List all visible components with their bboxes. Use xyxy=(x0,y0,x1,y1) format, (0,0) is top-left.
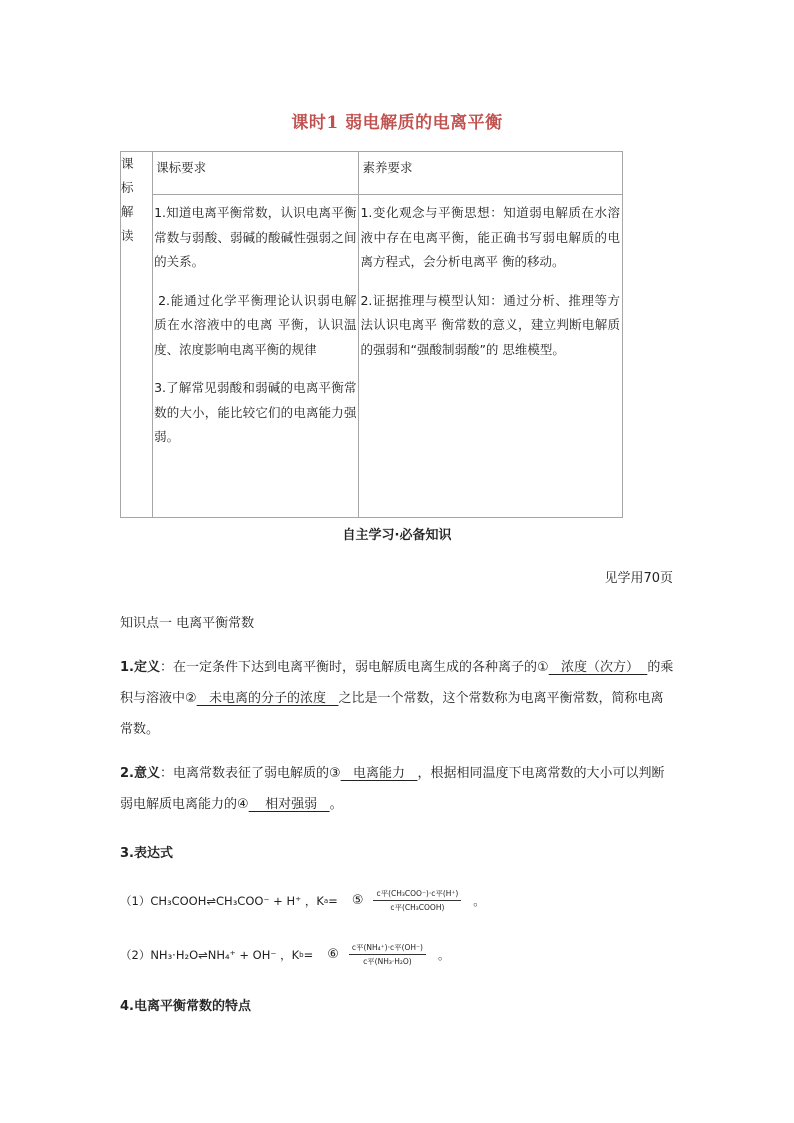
table-header-literacy: 素养要求 xyxy=(359,152,623,195)
section-heading: 自主学习·必备知识 xyxy=(342,528,452,543)
standard-item-3: 3.了解常见弱酸和弱碱的电离平衡常数的大小，能比较它们的电离能力强弱。 xyxy=(154,380,357,444)
knowledge-point-title: 知识点一 电离平衡常数 xyxy=(120,616,255,631)
meaning-label: 2.意义 xyxy=(120,766,160,781)
answer-blank-4: 相对强弱 xyxy=(248,797,330,812)
answer-blank-2: 未电离的分子的浓度 xyxy=(196,691,339,706)
standard-item-1: 1.知道电离平衡常数，认识电离平衡常数与弱酸、弱碱的酸碱性强弱之间的关系。 xyxy=(154,205,357,269)
requirements-table xyxy=(120,151,623,518)
definition-paragraph: 1.定义：在一定条件下达到电离平衡时，弱电解质电离生成的各种离子的① 浓度（次方） 的乘积与溶液中② 未电离的分子的浓度 之比是一个常数，这个常数称为电离平衡常数，简称电离常数。 xyxy=(120,660,674,737)
answer-marker-6: ⑥ xyxy=(327,947,339,962)
page-reference: 见学用70页 xyxy=(604,571,673,586)
table-side-label: 课 标解 读 xyxy=(121,152,153,518)
definition-label: 1.定义 xyxy=(120,660,160,675)
answer-marker-5: ⑤ xyxy=(351,893,364,908)
formula-ammonia: （2）NH₃·H₂O⇌NH₄⁺ + OH⁻ ，K b = ⑥ $\frac{\text{c平(NH₄⁺)·c平(OH⁻)}}{\text{c平(NH₃·H₂O)}}$ 。 xyxy=(120,943,450,966)
table-header-standard: 课标要求 xyxy=(153,152,359,195)
kb-fraction: $\frac{\text{c平(NH₄⁺)·c平(OH⁻)}}{\text{c平(NH₃·H₂O)}}$ xyxy=(349,942,426,967)
expression-heading: 3.表达式 xyxy=(120,846,173,861)
literacy-item-2: 2.证据推理与模型认知：通过分析、推理等方法认识电离平 衡常数的意义，建立判断电解质的强弱和“强酸制弱酸”的 思维模型。 xyxy=(360,292,620,357)
answer-blank-3: 电离能力 xyxy=(340,766,418,781)
meaning-paragraph: 2.意义：电离常数表征了弱电解质的③ 电离能力 ，根据相同温度下电离常数的大小可以判断弱电解质电离能力的④ 相对强弱 。 xyxy=(120,766,665,812)
page-title: 课时1 弱电解质的电离平衡 xyxy=(291,113,503,133)
standard-requirements-cell xyxy=(153,195,359,518)
ka-fraction: $\frac{\text{c平(CH₃COO⁻)·c平(H⁺)}}{\text{c平(CH₃COOH)}}$ xyxy=(373,888,461,913)
answer-blank-1: 浓度（次方） xyxy=(548,660,648,675)
formula-acetic-acid: （1）CH₃COOH⇌CH₃COO⁻ + H⁺ ，K a = ⑤ $\frac{\text{c平(CH₃COO⁻)·c平(H⁺)}}{\text{c平(CH₃COOH)}}$ 。 xyxy=(120,889,485,912)
feature-heading: 4.电离平衡常数的特点 xyxy=(120,999,251,1014)
standard-item-2: 2.能通过化学平衡理论认识弱电解质在水溶液中的电离 平衡，认识温度、浓度影响电离平衡的规律 xyxy=(154,292,357,357)
literacy-requirements-cell xyxy=(359,195,623,518)
literacy-item-1: 1.变化观念与平衡思想：知道弱电解质在水溶液中存在电离平衡，能正确书写弱电解质的电离方程式，会分析电离平 衡的移动。 xyxy=(360,205,620,269)
